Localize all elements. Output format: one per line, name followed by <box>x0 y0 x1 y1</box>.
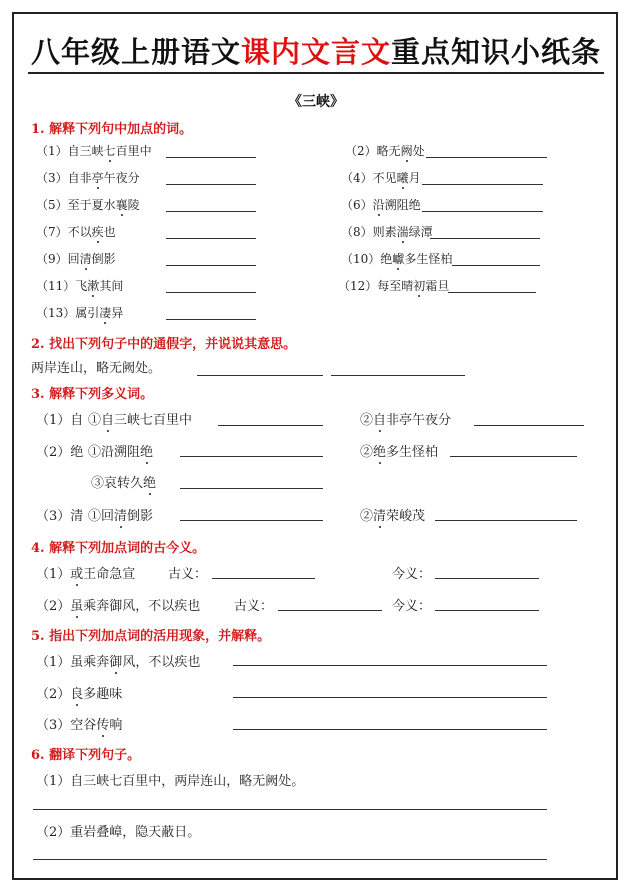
s1-item-9: （9）回清倒影 <box>36 252 116 266</box>
s1-answer-line-8[interactable] <box>430 238 540 239</box>
s4-row1-gu-label: 古义： <box>168 567 208 582</box>
s1-item-13: （13）属引凄异 <box>36 306 124 320</box>
lesson-title: 《三峡》 <box>288 94 344 110</box>
s4-row1-jin-line[interactable] <box>435 578 539 579</box>
s1-answer-line-6[interactable] <box>422 211 543 212</box>
s4-row1-jin-label: 今义： <box>392 567 432 582</box>
s1-item-8: （8）则素湍绿潭 <box>341 225 433 239</box>
s1-item-1: （1）自三峡七百里中 <box>36 144 152 158</box>
s3-row1-b: ②自非亭午夜分 <box>360 413 452 428</box>
s4-row2-gu-line[interactable] <box>278 610 382 611</box>
s1-answer-line-1[interactable] <box>166 157 256 158</box>
s4-row2-jin-label: 今义： <box>392 599 432 614</box>
s5-row3: （3）空谷传响 <box>36 718 123 733</box>
s4-row2-gu-label: 古义： <box>234 599 274 614</box>
s1-item-3: （3）自非亭午夜分 <box>36 171 140 185</box>
s6-sentence-1: （1）自三峡七百里中，两岸连山，略无阙处。 <box>36 774 305 789</box>
s5-row2: （2）良多趣味 <box>36 687 123 702</box>
s1-item-4: （4）不见曦月 <box>341 171 421 185</box>
s1-answer-line-4[interactable] <box>422 184 543 185</box>
s3-row3-a: ①回清倒影 <box>88 509 154 524</box>
s3-row1-head: （1）自 <box>36 413 84 428</box>
s4-row2-phrase: （2）虽乘奔御风，不以疾也 <box>36 599 201 614</box>
s3-row1-b-line[interactable] <box>474 425 584 426</box>
s1-answer-line-3[interactable] <box>166 184 256 185</box>
s3-row3-head: （3）清 <box>36 509 84 524</box>
s5-row1-line[interactable] <box>233 665 547 666</box>
s1-answer-line-12[interactable] <box>448 292 536 293</box>
s1-item-12: （12）每至晴初霜旦 <box>338 279 450 293</box>
s4-row1-phrase: （1）或王命急宣 <box>36 567 136 582</box>
s3-row3-a-line[interactable] <box>180 520 323 521</box>
s6-answer-line-1[interactable] <box>33 809 547 810</box>
s2-sentence: 两岸连山，略无阙处。 <box>31 361 162 376</box>
s1-answer-line-7[interactable] <box>166 238 256 239</box>
s3-row2-a-line[interactable] <box>180 456 323 457</box>
s5-row3-line[interactable] <box>233 729 547 730</box>
s1-item-2: （2）略无阙处 <box>345 144 425 158</box>
s6-answer-line-2[interactable] <box>33 859 547 860</box>
s3-row2-a: ①沿溯阻绝 <box>88 445 154 460</box>
s3-row3-b-line[interactable] <box>435 520 577 521</box>
s1-answer-line-9[interactable] <box>166 265 256 266</box>
s6-sentence-2: （2）重岩叠嶂，隐天蔽日。 <box>36 825 201 840</box>
s1-item-7: （7）不以疾也 <box>36 225 116 239</box>
s4-row1-gu-line[interactable] <box>212 578 315 579</box>
s1-answer-line-13[interactable] <box>166 319 256 320</box>
s5-row2-line[interactable] <box>233 697 547 698</box>
s1-answer-line-5[interactable] <box>166 211 256 212</box>
s1-answer-line-2[interactable] <box>426 157 547 158</box>
page-title: 八年级上册语文课内文言文重点知识小纸条 <box>30 35 602 69</box>
s3-row2-c-line[interactable] <box>180 488 323 489</box>
s1-item-6: （6）沿溯阻绝 <box>341 198 421 212</box>
s3-row2-b: ②绝多生怪柏 <box>360 445 439 460</box>
title-divider <box>28 72 604 74</box>
section-3-heading: 3. 解释下列多义词。 <box>31 387 154 402</box>
section-4-heading: 4. 解释下列加点词的古今义。 <box>31 541 206 556</box>
section-1-heading: 1. 解释下列句中加点的词。 <box>31 122 193 137</box>
s1-item-11: （11）飞漱其间 <box>36 279 124 293</box>
s1-answer-line-11[interactable] <box>166 292 256 293</box>
s2-answer-line-2[interactable] <box>331 375 465 376</box>
s3-row1-a: ①自三峡七百里中 <box>88 413 193 428</box>
s3-row2-b-line[interactable] <box>450 456 577 457</box>
section-2-heading: 2. 找出下列句子中的通假字，并说说其意思。 <box>31 337 297 352</box>
s3-row1-a-line[interactable] <box>218 425 323 426</box>
s3-row2-head: （2）绝 <box>36 445 84 460</box>
s3-row2-c: ③哀转久绝 <box>91 476 157 491</box>
section-5-heading: 5. 指出下列加点词的活用现象，并解释。 <box>31 629 271 644</box>
s1-item-10: （10）绝巘多生怪柏 <box>341 252 453 266</box>
section-6-heading: 6. 翻译下列句子。 <box>31 748 141 763</box>
s1-answer-line-10[interactable] <box>452 265 540 266</box>
s4-row2-jin-line[interactable] <box>435 610 539 611</box>
s2-answer-line-1[interactable] <box>197 375 323 376</box>
s5-row1: （1）虽乘奔御风，不以疾也 <box>36 655 201 670</box>
s1-item-5: （5）至于夏水襄陵 <box>36 198 140 212</box>
s3-row3-b: ②清荣峻茂 <box>360 509 426 524</box>
